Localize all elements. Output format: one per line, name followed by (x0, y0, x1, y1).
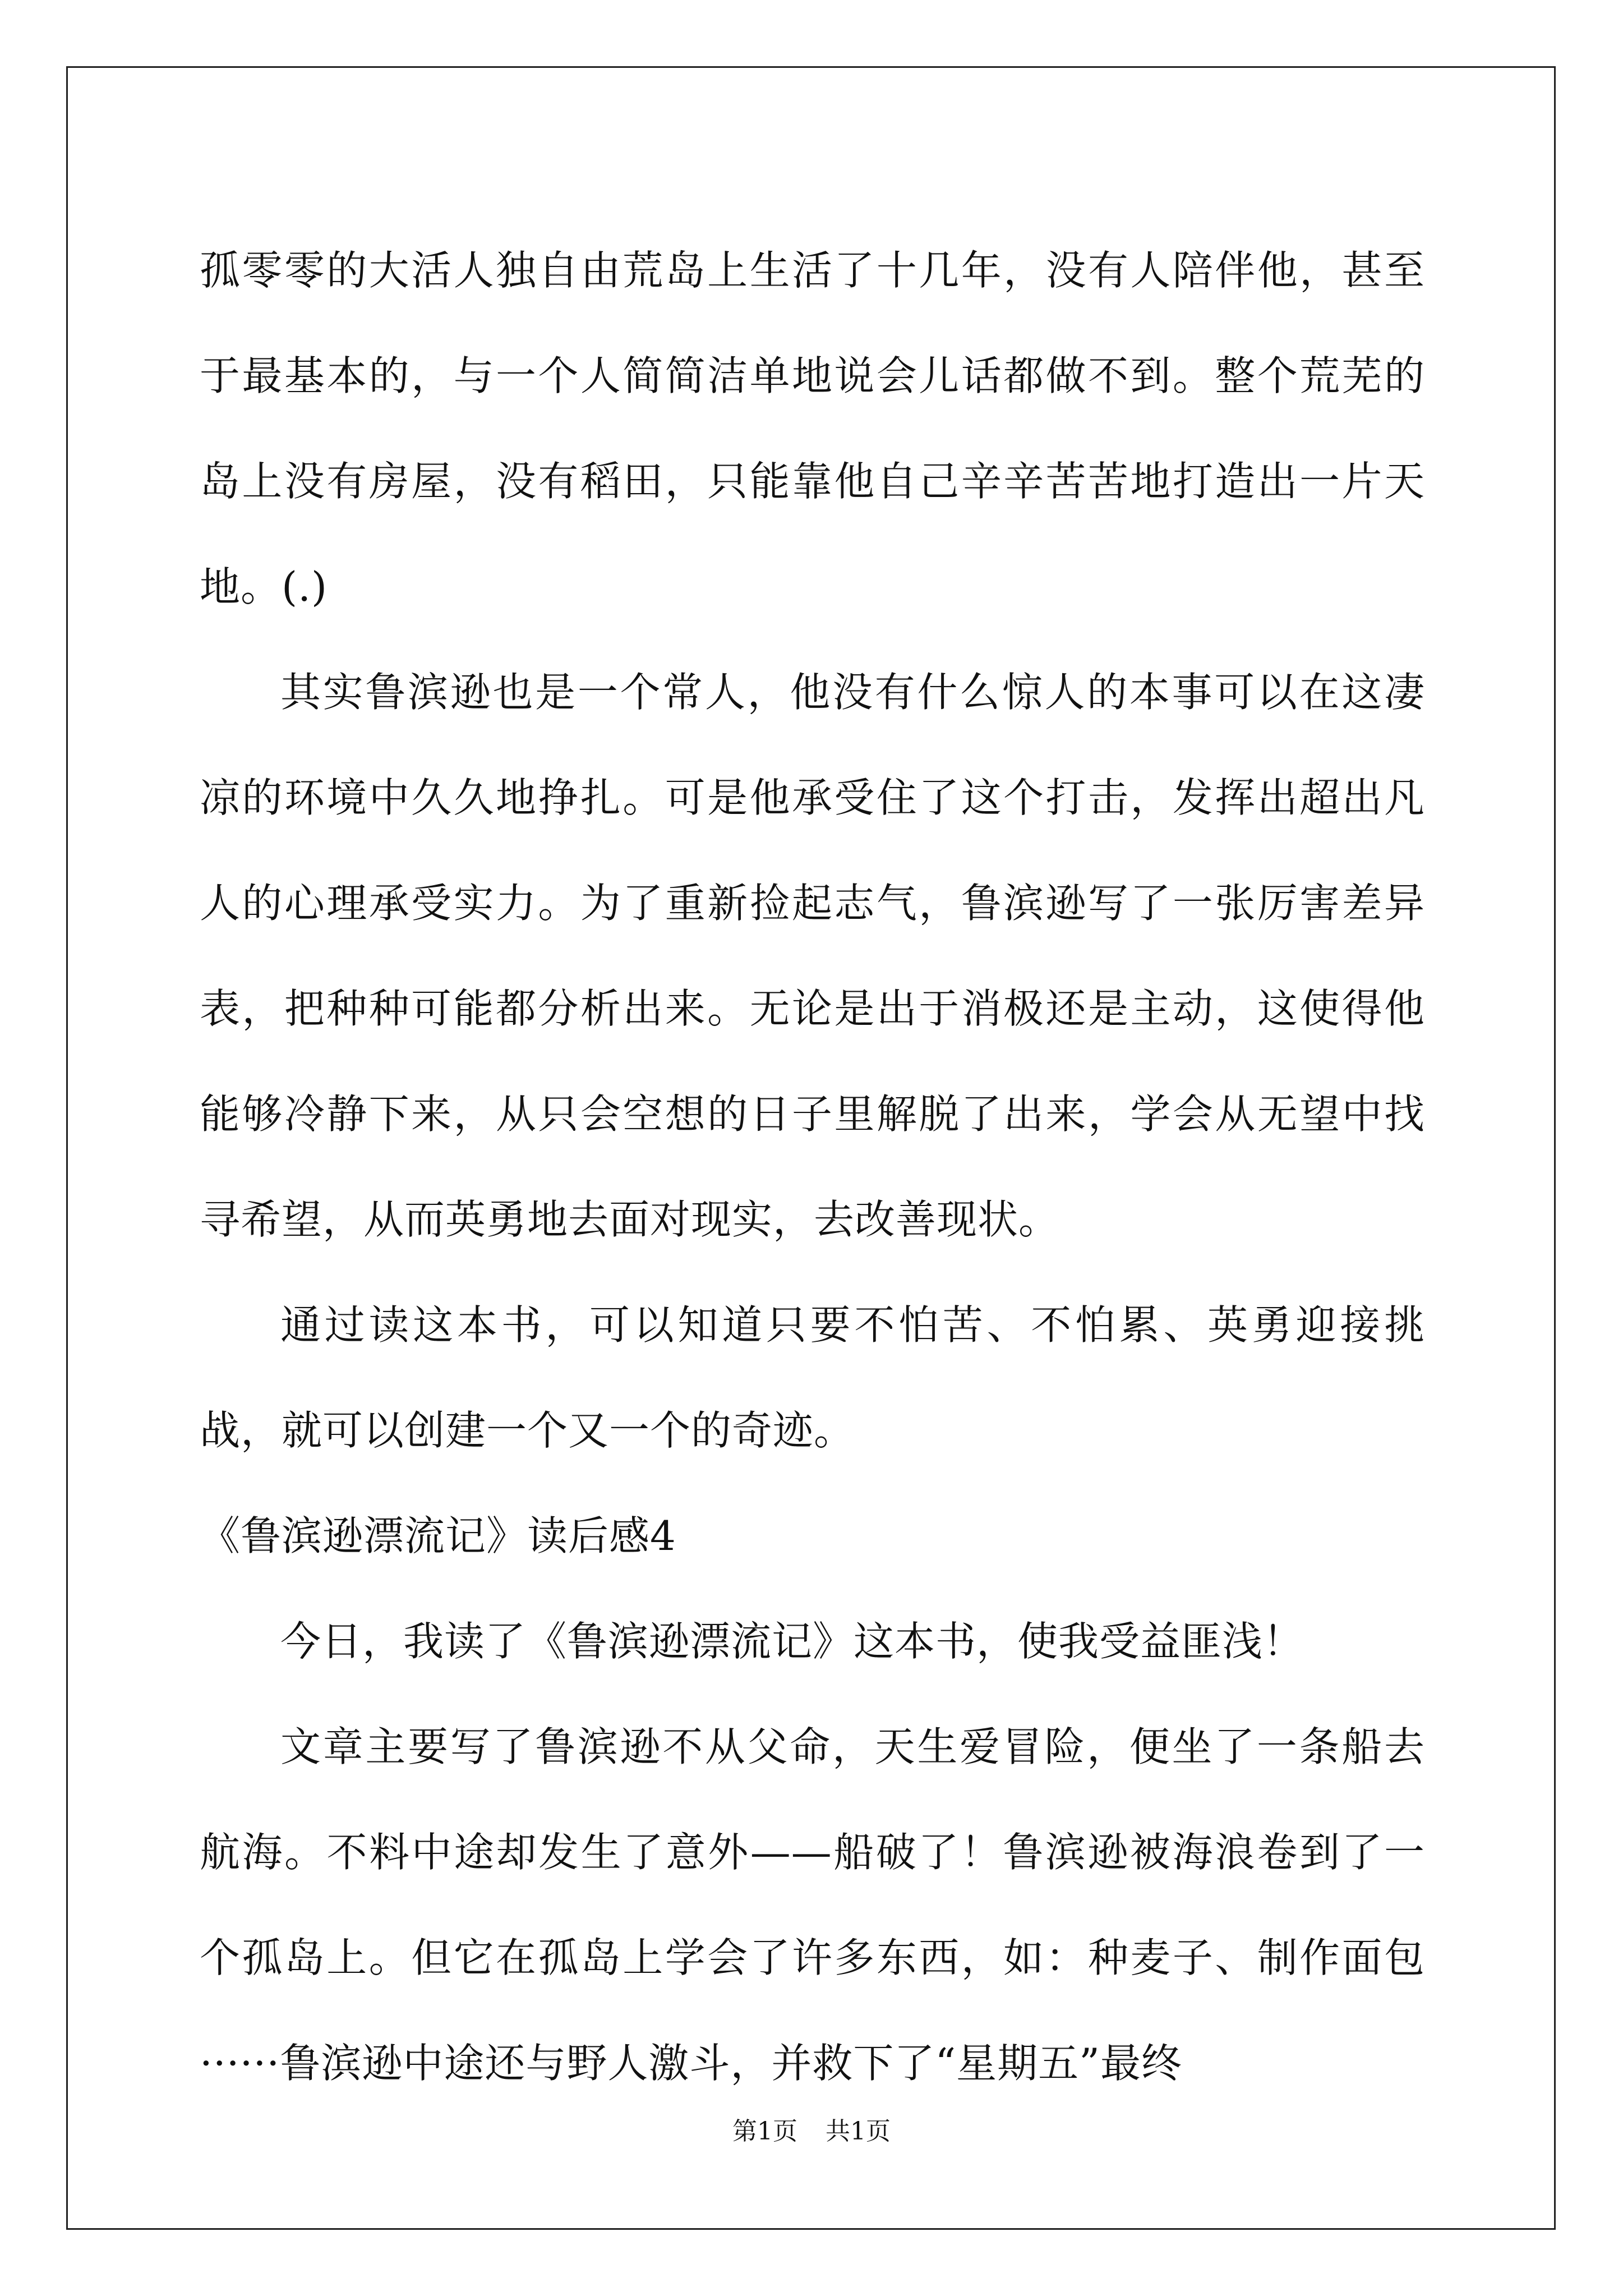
paragraph-1: 孤零零的大活人独自由荒岛上生活了十几年，没有人陪伴他，甚至于最基本的，与一个人简简洁单地说会儿话都做不到。整个荒芜的岛上没有房屋，没有稻田，只能靠他自己辛辛苦苦地打造出一片天地。(.) (200, 247, 1425, 610)
page-number: 第1页 (732, 2117, 797, 2146)
paragraph-2: 其实鲁滨逊也是一个常人，他没有什么惊人的本事可以在这凄凉的环境中久久地挣扎。可是他承受住了这个打击，发挥出超出凡人的心理承受实力。为了重新捡起志气，鲁滨逊写了一张厉害差异表，把种种可能都分析出来。无论是出于消极还是主动，这使得他能够冷静下来，从只会空想的日子里解脱了出来，学会从无望中找寻希望，从而英勇地去面对现实，去改善现状。 (200, 669, 1425, 1243)
paragraph-5: 文章主要写了鲁滨逊不从父命，天生爱冒险，便坐了一条船去航海。不料中途却发生了意外——船破了！鲁滨逊被海浪卷到了一个孤岛上。但它在孤岛上学会了许多东西，如：种麦子、制作面包······鲁滨逊中途还与野人激斗，并救下了“星期五”最终 (200, 1723, 1425, 2087)
paragraph-4: 今日，我读了《鲁滨逊漂流记》这本书，使我受益匪浅！ (280, 1618, 1304, 1665)
section-heading: 《鲁滨逊漂流记》读后感4 (200, 1512, 676, 1559)
page-total: 共1页 (826, 2117, 891, 2146)
page-footer (0, 2115, 1623, 2148)
document-body (200, 218, 1425, 2116)
paragraph-3: 通过读这本书，可以知道只要不怕苦、不怕累、英勇迎接挑战，就可以创建一个又一个的奇迹。 (200, 1301, 1425, 1454)
